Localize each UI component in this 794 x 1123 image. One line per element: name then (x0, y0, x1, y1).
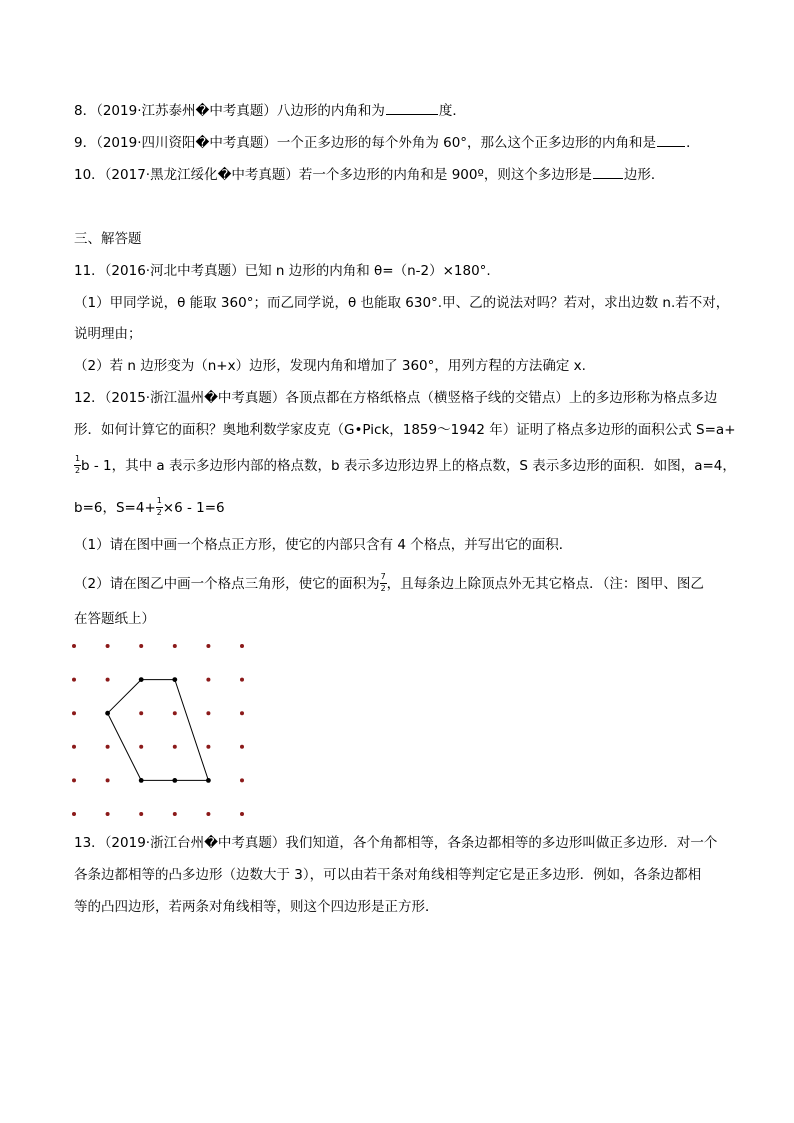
lattice-dot (106, 778, 110, 782)
lattice-dot (240, 812, 244, 816)
problem-13-line2: 各条边都相等的凸多边形（边数大于 3），可以由若干条对角线相等判定它是正多边形．例如，各条边都相 (74, 867, 702, 883)
lattice-dot (72, 711, 76, 715)
problem-11-q1: （1）甲同学说，θ 能取 360°；而乙同学说，θ 也能取 630°.甲、乙的说法对吗？若对，求出边数 n.若不对， (74, 295, 730, 311)
lattice-dot (173, 711, 177, 715)
lattice-polygon (108, 680, 209, 781)
lattice-dot (206, 812, 210, 816)
problem-12-q1: （1）请在图中画一个格点正方形，使它的内部只含有 4 个格点，并写出它的面积． (74, 537, 573, 553)
lattice-dot (240, 644, 244, 648)
lattice-dot (72, 644, 76, 648)
problem-13-line1: 13．（2019·浙江台州�中考真题）我们知道，各个角都相等，各条边都相等的多边形叫做正多边形．对一个 (74, 835, 718, 851)
lattice-dot (206, 711, 210, 715)
problem-8: 8．（2019·江苏泰州�中考真题）八边形的内角和为 度． (74, 103, 466, 119)
fraction-one-half: $\frac{1}{2}$ (156, 496, 162, 517)
lattice-dot (240, 678, 244, 682)
answer-blank[interactable] (386, 102, 438, 115)
problem-12-line2: 形．如何计算它的面积？奥地利数学家皮克（G•Pick，1859～1942 年）证明了格点多边形的面积公式 S=a+ (74, 422, 736, 438)
polygon-vertex-dot (139, 778, 144, 783)
problem-12-line3: $\frac{1}{2}$ b - 1，其中 a 表示多边形内部的格点数，b 表示多边形边界上的格点数，S 表示多边形的面积．如图，a=4， (75, 454, 736, 475)
polygon-vertex-dot (139, 677, 144, 682)
lattice-dot (106, 644, 110, 648)
problem-12-line4: b=6，S=4+ $\frac{1}{2}$ ×6 - 1=6 (74, 496, 225, 517)
lattice-dot (206, 678, 210, 682)
lattice-dot (173, 812, 177, 816)
problem-11-q2: （2）若 n 边形变为（n+x）边形，发现内角和增加了 360°，用列方程的方法确定 x. (74, 358, 586, 374)
problem-11-stem: 11．（2016·河北中考真题）已知 n 边形的内角和 θ=（n-2）×180°. (74, 263, 491, 279)
lattice-dot (106, 678, 110, 682)
lattice-dot (173, 644, 177, 648)
lattice-figure (62, 636, 262, 826)
lattice-dot (206, 745, 210, 749)
problem-9: 9．（2019·四川资阳�中考真题）一个正多边形的每个外角为 60°，那么这个正多边形的内角和是 ． (74, 135, 700, 151)
polygon-vertex-dot (105, 711, 110, 716)
section-heading: 三、解答题 (74, 231, 142, 247)
lattice-dot (106, 745, 110, 749)
lattice-dot (139, 711, 143, 715)
problem-11-q1-cont: 说明理由； (74, 326, 142, 342)
lattice-dot (139, 812, 143, 816)
lattice-dot (240, 778, 244, 782)
problem-12-q2-cont: 在答题纸上） (74, 611, 155, 627)
polygon-vertex-dot (206, 778, 211, 783)
lattice-dot (106, 812, 110, 816)
lattice-dot (72, 745, 76, 749)
problem-12-line1: 12．（2015·浙江温州�中考真题）各顶点都在方格纸格点（横竖格子线的交错点）上的多边形称为格点多边 (74, 390, 718, 406)
problem-10: 10．（2017·黑龙江绥化�中考真题）若一个多边形的内角和是 900º，则这个多边形是 边形． (74, 167, 665, 183)
fraction-one-half: $\frac{1}{2}$ (75, 454, 81, 475)
answer-blank[interactable] (657, 134, 685, 147)
lattice-dot (240, 745, 244, 749)
lattice-dot (139, 745, 143, 749)
lattice-dot (240, 711, 244, 715)
lattice-dot (173, 745, 177, 749)
problem-13-line3: 等的凸四边形，若两条对角线相等，则这个四边形是正方形． (74, 899, 439, 915)
lattice-dot (72, 678, 76, 682)
lattice-dot (206, 644, 210, 648)
answer-blank[interactable] (593, 166, 623, 179)
fraction-seven-halves: $\frac{7}{2}$ (380, 572, 386, 593)
lattice-dot (139, 644, 143, 648)
polygon-vertex-dot (172, 677, 177, 682)
lattice-dot (72, 778, 76, 782)
polygon-vertex-dot (172, 778, 177, 783)
problem-12-q2: （2）请在图乙中画一个格点三角形，使它的面积为 $\frac{7}{2}$ ，且每条边上除顶点外无其它格点．（注：图甲、图乙 (74, 572, 704, 593)
lattice-dot (72, 812, 76, 816)
